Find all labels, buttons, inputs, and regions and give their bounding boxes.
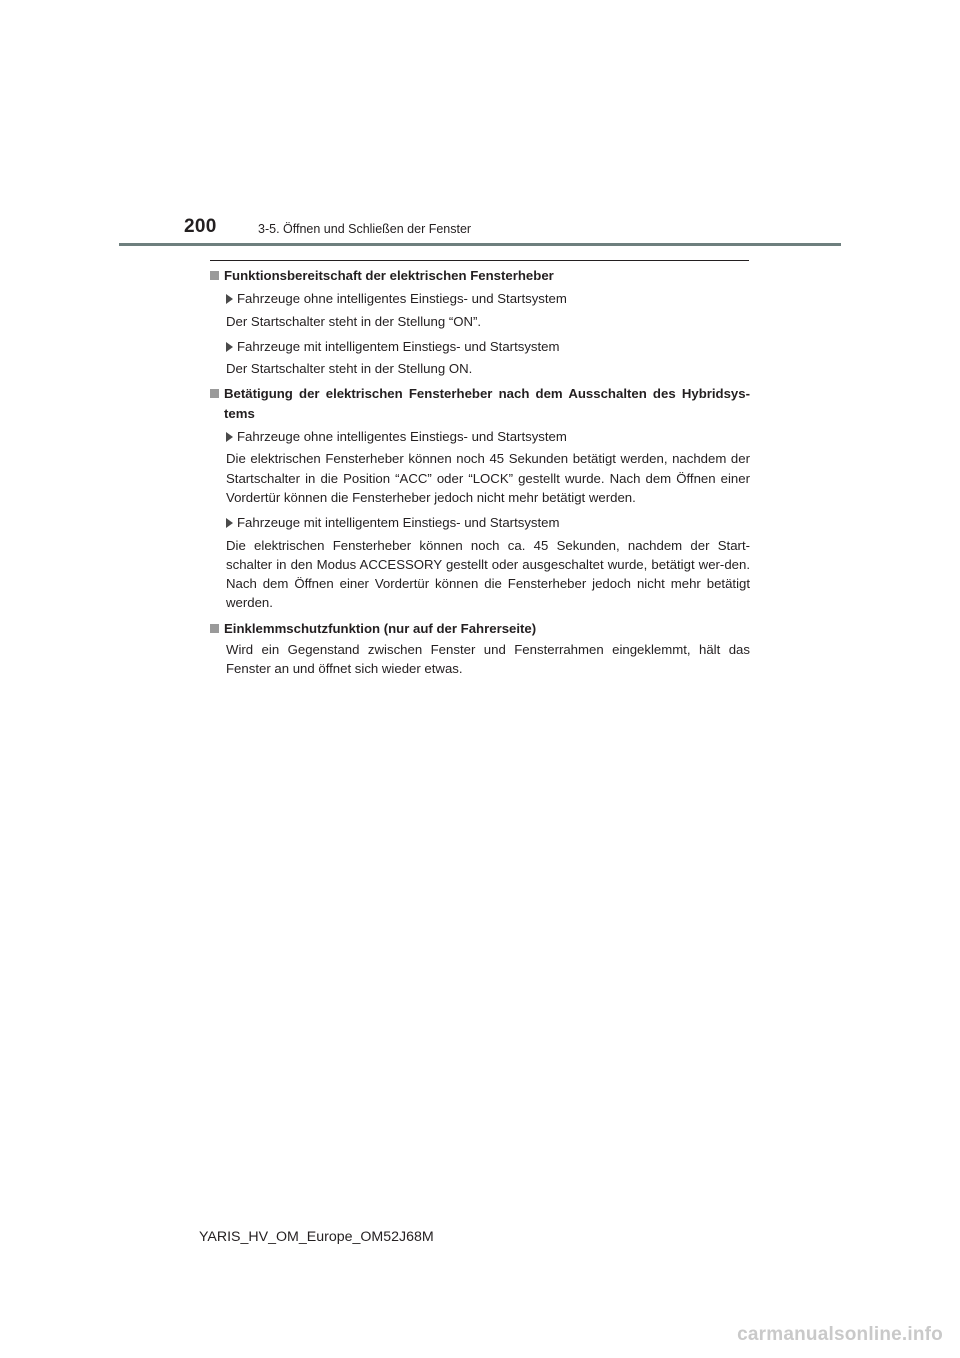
triangle-bullet-icon	[226, 342, 233, 352]
condition-block	[226, 289, 750, 331]
section-operation-after-off	[210, 384, 750, 612]
triangle-bullet-icon	[226, 518, 233, 528]
condition-label: Fahrzeuge ohne intelligentes Einstiegs- und Startsystem	[237, 291, 567, 307]
square-bullet-icon	[210, 271, 219, 280]
header-rule	[119, 243, 841, 246]
section-heading	[210, 384, 750, 423]
section-heading-text: Betätigung der elektrischen Fensterheber nach dem Ausschalten des Hybridsys-tems	[224, 386, 750, 421]
square-bullet-icon	[210, 389, 219, 398]
section-heading	[210, 266, 750, 285]
condition-block	[226, 513, 750, 612]
condition-label: Fahrzeuge mit intelligentem Einstiegs- und Startsystem	[237, 338, 560, 354]
content-area	[210, 266, 750, 685]
section-text: Wird ein Gegenstand zwischen Fenster und Fensterrahmen eingeklemmt, hält das Fenster an und öffnet sich wieder etwas.	[226, 642, 750, 677]
condition-block	[226, 427, 750, 507]
condition-text: Der Startschalter steht in der Stellung “ON”.	[226, 313, 482, 329]
page-number: 200	[184, 216, 217, 237]
square-bullet-icon	[210, 624, 219, 633]
condition-block	[226, 337, 750, 379]
triangle-bullet-icon	[226, 432, 233, 442]
watermark: carmanualsonline.info	[737, 1324, 943, 1345]
content-rule	[210, 260, 749, 261]
condition-label: Fahrzeuge mit intelligentem Einstiegs- und Startsystem	[237, 515, 560, 531]
section-heading-text: Einklemmschutzfunktion (nur auf der Fahrerseite)	[224, 620, 537, 636]
section-functional-readiness	[210, 266, 750, 378]
footer-doc-code: YARIS_HV_OM_Europe_OM52J68M	[199, 1229, 434, 1245]
section-heading-text: Funktionsbereitschaft der elektrischen Fensterheber	[224, 268, 554, 283]
condition-label: Fahrzeuge ohne intelligentes Einstiegs- und Startsystem	[237, 429, 567, 445]
condition-text: Die elektrischen Fensterheber können noch 45 Sekunden betätigt werden, nachdem der Startschalter in die Position “ACC” oder “LOCK” gestellt wurde. Nach dem Öffnen einer Vordertür können die Fensterheber jedoch nicht mehr betätigt werden.	[226, 451, 750, 505]
condition-text: Der Startschalter steht in der Stellung ON.	[226, 361, 473, 377]
section-jam-protection	[210, 619, 750, 679]
condition-text: Die elektrischen Fensterheber können noch ca. 45 Sekunden, nachdem der Start-schalter in den Modus ACCESSORY gestellt oder ausgeschaltet wurde, betätigt wer-den. Nach dem Öffnen einer Vordertür können die Fensterheber jedoch nicht mehr betätigt werden.	[226, 537, 750, 611]
section-heading	[210, 619, 750, 638]
section-title: 3-5. Öffnen und Schließen der Fenster	[258, 222, 472, 236]
triangle-bullet-icon	[226, 294, 233, 304]
